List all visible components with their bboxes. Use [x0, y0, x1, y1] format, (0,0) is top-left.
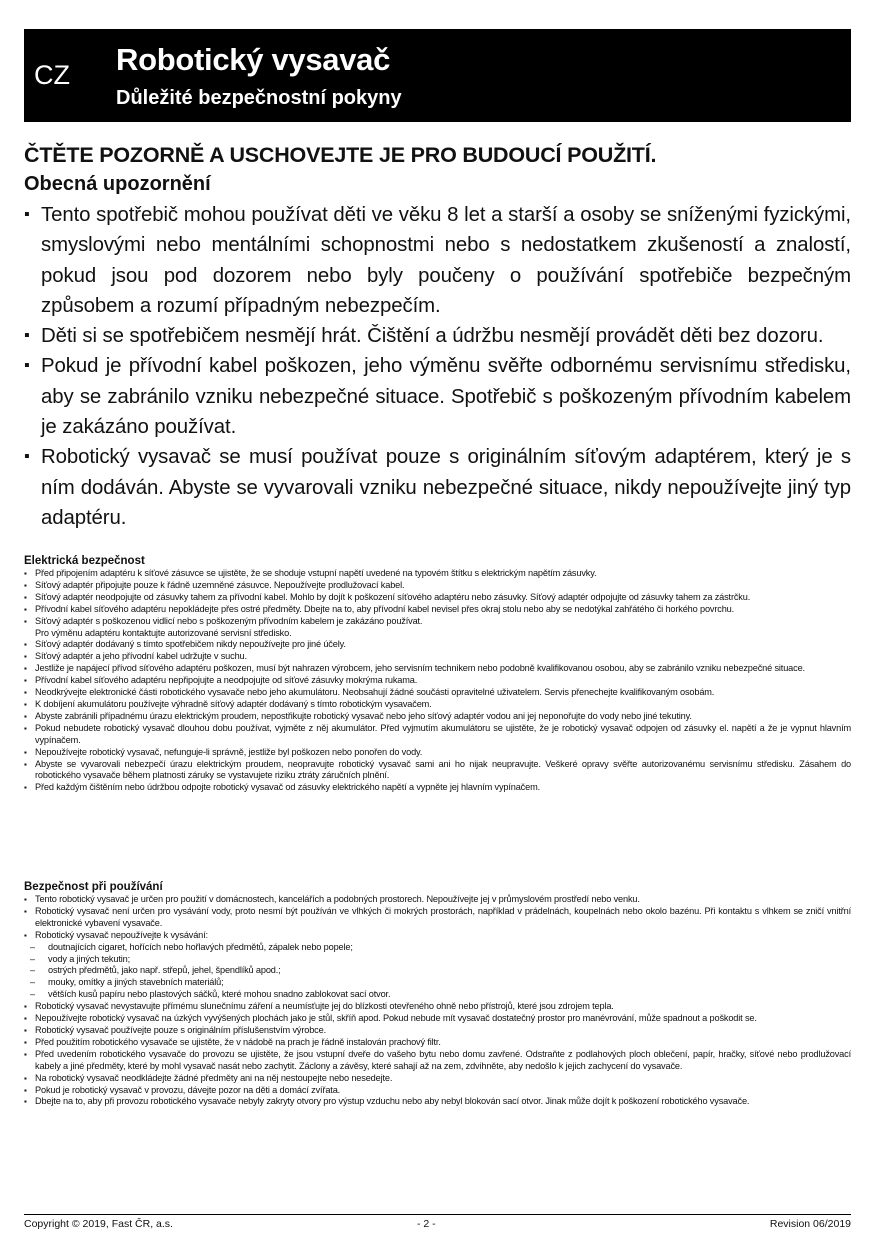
document-subtitle: Důležité bezpečnostní pokyny	[116, 87, 402, 109]
list-item: ▪ Abyste zabránili případnému úrazu elektrickým proudem, nepostřikujte robotický vysavač nebo jeho síťový adaptér vodou ani jej neponořujte do vody nebo jiné tekutiny.	[24, 711, 851, 723]
list-item: ▪ Síťový adaptér dodávaný s tímto spotřebičem nikdy nepoužívejte pro jiné účely.	[24, 639, 851, 651]
list-item-continuation: Pro výměnu adaptéru kontaktujte autorizované servisní středisko.	[35, 627, 292, 638]
sublist-item: – ostrých předmětů, jako např. střepů, jehel, špendlíků apod.;	[24, 965, 851, 977]
list-item: ▪ Síťový adaptér neodpojujte od zásuvky tahem za přívodní kabel. Mohlo by dojít k poškození síťového adaptéru nebo zásuvky. Síťový adaptér odpojujte od zásuvky tahem za zástrčku.	[24, 592, 851, 604]
list-item: ▪ Robotický vysavač nepoužívejte k vysávání:	[24, 930, 851, 942]
sublist-item: – větších kusů papíru nebo plastových sáčků, které mohou snadno zablokovat sací otvor.	[24, 989, 851, 1001]
page-number: - 2 -	[417, 1218, 436, 1230]
list-item: ▪ Síťový adaptér připojujte pouze k řádně uzemněné zásuvce. Nepoužívejte prodlužovací kabel.	[24, 580, 851, 592]
list-item: ▪ Jestliže je napájecí přívod síťového adaptéru poškozen, musí být nahrazen výrobcem, jeho servisním technikem nebo podobně kvalifikovanou osobou, aby se zabránilo vzniku nebezpečné situace.	[24, 663, 851, 675]
sublist-item: – vody a jiných tekutin;	[24, 954, 851, 966]
electrical-safety-section	[24, 555, 851, 794]
list-item: ▪ Pokud je robotický vysavač v provozu, dávejte pozor na děti a domácí zvířata.	[24, 1085, 851, 1097]
general-warnings-list	[24, 200, 851, 533]
electrical-safety-heading: Elektrická bezpečnost	[24, 555, 145, 567]
list-item: ▪ Pokud je přívodní kabel poškozen, jeho výměnu svěřte odbornému servisnímu středisku, aby se zabránilo vzniku nebezpečné situace. Spotřebič s poškozeným přívodním kabelem je zakázáno používat.	[24, 351, 851, 442]
list-item: ▪ Tento spotřebič mohou používat děti ve věku 8 let a starší a osoby se sníženými fyzickými, smyslovými nebo mentálními schopnostmi nebo s nedostatkem zkušeností a znalostí, pokud jsou pod dozorem nebo byly poučeny o používání spotřebiče bezpečným způsobem a rozumí případným nebezpečím.	[24, 200, 851, 321]
list-item: ▪ Nepoužívejte robotický vysavač, nefunguje-li správně, jestliže byl poškozen nebo ponořen do vody.	[24, 747, 851, 759]
language-code: CZ	[34, 60, 70, 90]
list-item: ▪ Tento robotický vysavač je určen pro použití v domácnostech, kancelářích a podobných prostorech. Nepoužívejte jej v průmyslovém prostředí nebo venku.	[24, 894, 851, 906]
usage-forbidden-sublist	[24, 942, 851, 1002]
list-item: ▪ Před každým čištěním nebo údržbou odpojte robotický vysavač od zásuvky elektrického napětí a vypněte jej hlavním vypínačem.	[24, 782, 851, 794]
usage-safety-section	[24, 881, 851, 1108]
list-item: ▪ Abyste se vyvarovali nebezpečí úrazu elektrickým proudem, neopravujte robotický vysavač sami ani ho nijak neupravujte. Veškeré opravy svěřte autorizovanému servisnímu středisku. Zásahem do robotického vysavače během platnosti záruky se vystavujete riziku ztráty záručních plnění.	[24, 759, 851, 783]
copyright-text: Copyright © 2019, Fast ČR, a.s.	[24, 1218, 173, 1230]
document-title: Robotický vysavač	[116, 42, 391, 77]
list-item: ▪ Před připojením adaptéru k síťové zásuvce se ujistěte, že se shoduje vstupní napětí uvedené na typovém štítku s elektrickým napětím zásuvky.	[24, 568, 851, 580]
sublist-item: – mouky, omítky a jiných stavebních materiálů;	[24, 977, 851, 989]
list-item: ▪ Robotický vysavač nevystavujte přímému slunečnímu záření a neumísťujte jej do blízkosti otevřeného ohně nebo přístrojů, které jsou zdrojem tepla.	[24, 1001, 851, 1013]
general-warnings-heading: Obecná upozornění	[24, 173, 211, 195]
general-warnings-section	[24, 140, 851, 533]
list-item: ▪ Před použitím robotického vysavače se ujistěte, že v nádobě na prach je řádně instalován prachový filtr.	[24, 1037, 851, 1049]
list-item: ▪ Robotický vysavač používejte pouze s originálním příslušenstvím výrobce.	[24, 1025, 851, 1037]
list-item: ▪ K dobíjení akumulátoru používejte výhradně síťový adaptér dodávaný s tímto robotickým vysavačem.	[24, 699, 851, 711]
list-item: ▪ Neodkrývejte elektronické části robotického vysavače nebo jeho akumulátoru. Neobsahují žádné součásti opravitelné uživatelem. Servis přenechejte kvalifikovaným osobám.	[24, 687, 851, 699]
list-item: ▪ Přívodní kabel síťového adaptéru nepřipojujte a neodpojujte od síťové zásuvky mokrýma rukama.	[24, 675, 851, 687]
list-item: ▪ Robotický vysavač není určen pro vysávání vody, proto nesmí být používán ve vlhkých či mokrých prostorách, například v prádelnách, koupelnách nebo okolo bazénu. Při kontaktu s vlhkem se zničí vnitřní elektronické vybavení vysavače.	[24, 906, 851, 930]
header-banner	[24, 29, 851, 122]
electrical-safety-list	[24, 568, 851, 794]
footer-divider	[24, 1214, 851, 1215]
list-item: ▪ Děti si se spotřebičem nesmějí hrát. Čištění a údržbu nesmějí provádět děti bez dozoru.	[24, 321, 851, 351]
list-item: ▪ Dbejte na to, aby při provozu robotického vysavače nebyly zakryty otvory pro výstup vzduchu nebo aby nebyl blokován sací otvor. Jinak může dojít k poškození robotického vysavače.	[24, 1096, 851, 1108]
list-item: ▪ Na robotický vysavač neodkládejte žádné předměty ani na něj nestoupejte nebo nesedejte.	[24, 1073, 851, 1085]
lead-instruction: ČTĚTE POZORNĚ A USCHOVEJTE JE PRO BUDOUCÍ POUŽITÍ.	[24, 143, 657, 167]
list-item: ▪ Nepoužívejte robotický vysavač na úzkých vyvýšených plochách jako je stůl, skříň apod. Pokud nebude mít vysavač dostatečný prostor pro manévrování, může spadnout a poškodit se.	[24, 1013, 851, 1025]
list-item: ▪ Přívodní kabel síťového adaptéru nepokládejte přes ostré předměty. Dbejte na to, aby přívodní kabel nevisel přes okraj stolu nebo aby se nedotýkal zahřátého či horkého povrchu.	[24, 604, 851, 616]
usage-safety-list	[24, 894, 851, 942]
list-item: ▪ Síťový adaptér s poškozenou vidlicí nebo s poškozeným přívodním kabelem je zakázáno používat.	[24, 616, 851, 628]
list-item: ▪ Před uvedením robotického vysavače do provozu se ujistěte, že jsou vstupní dveře do vašeho bytu nebo domu zavřené. Odstraňte z podlahových ploch oblečení, papír, hračky, síťové nebo prodlužovací kabely a jiné předměty, které by mohl vysavač nasát nebo zachytit. Záclony a závěsy, které sahají až na zem, zdvihněte, aby nedošlo k jejich zachycení do vysavače.	[24, 1049, 851, 1073]
sublist-item: – doutnajících cigaret, hořících nebo hořlavých předmětů, zápalek nebo popele;	[24, 942, 851, 954]
usage-safety-list-continued	[24, 1001, 851, 1108]
list-item: ▪ Síťový adaptér a jeho přívodní kabel udržujte v suchu.	[24, 651, 851, 663]
revision-text: Revision 06/2019	[769, 1218, 851, 1230]
list-item: ▪ Robotický vysavač se musí používat pouze s originálním síťovým adaptérem, který je s ním dodáván. Abyste se vyvarovali vzniku nebezpečné situace, nikdy nepoužívejte jiný typ adaptéru.	[24, 442, 851, 533]
list-item: ▪ Pokud nebudete robotický vysavač dlouhou dobu používat, vyjměte z něj akumulátor. Před vyjmutím akumulátoru se ujistěte, že je robotický vysavač odpojen od zásuvky el. napětí a že je vypnut hlavním vypínačem.	[24, 723, 851, 747]
usage-safety-heading: Bezpečnost při používání	[24, 881, 163, 893]
